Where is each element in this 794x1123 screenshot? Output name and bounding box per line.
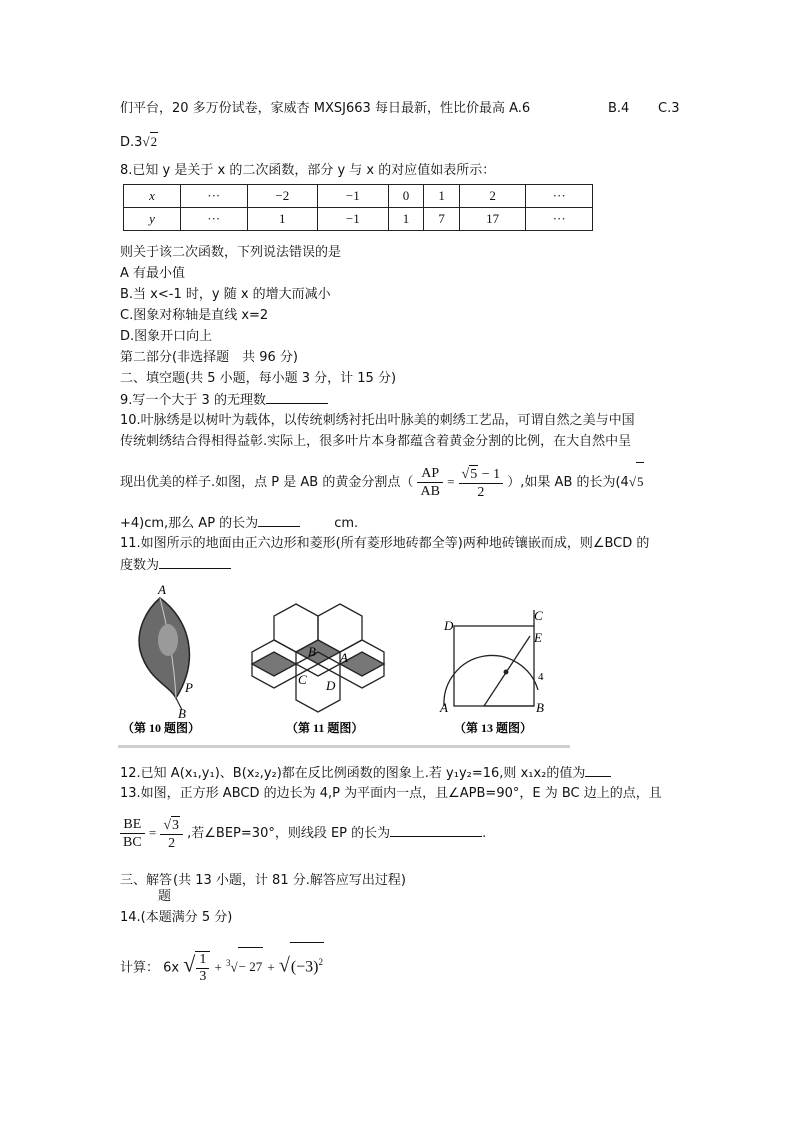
plus-sign: +	[214, 959, 222, 975]
option-d: D.3√2	[120, 134, 158, 150]
fraction-denominator: BC	[123, 835, 142, 850]
q13-value-fraction: $\frac{√3}{2}$	[160, 816, 183, 852]
q13-period: .	[482, 826, 487, 841]
q12-answer-blank	[585, 764, 611, 777]
table-cell: 0	[388, 185, 424, 208]
q13-ratio-fraction	[120, 816, 145, 851]
table-cell: −1	[318, 208, 389, 231]
option-b: B.4	[608, 101, 630, 116]
fig11-label-d: D	[326, 678, 336, 693]
q13-line1: 13.如图，正方形 ABCD 的边长为 4,P 为平面内一点，且∠APB=90°，E 为 BC 边上的点，且	[120, 786, 662, 801]
q14-title: 14.(本题满分 5 分)	[120, 910, 233, 925]
cbrt-body: − 27	[238, 947, 264, 986]
q12	[120, 764, 611, 783]
table-cell: 1	[424, 185, 460, 208]
fraction-denominator: 3	[199, 968, 207, 984]
fig10-label-a: A	[158, 582, 166, 597]
part-two-heading: 第二部分(非选择题 共 96 分)	[120, 350, 298, 365]
fig11-caption: （第 11 题图）	[286, 721, 364, 735]
value-table	[123, 184, 593, 231]
ad-line	[120, 100, 680, 118]
q14-calc-label: 计算：	[120, 960, 160, 976]
fig10-leaf	[122, 582, 200, 735]
fig13-label-c: C	[534, 608, 543, 623]
q9	[120, 391, 328, 410]
table-cell: ···	[181, 208, 248, 231]
radicand: 5	[470, 466, 478, 482]
q14-expression: 计算： 6x √ $\frac{1}{3}$ + $^3√- 27 + √(-3)^2$	[120, 942, 324, 987]
section-three-c: (共 13 小题，计 81 分.解答应写出过程)	[173, 873, 406, 888]
fig11-label-c: C	[298, 672, 307, 687]
q12-text: 12.已知 A(x₁,y₁)、B(x₂,y₂)都在反比例函数的图象上.若 y₁y₂=16,则 x₁x₂的值为	[120, 766, 586, 781]
scan-noise	[118, 745, 570, 748]
radicand: 3	[172, 817, 179, 833]
q8-option-c: C.图象对称轴是直线 x=2	[120, 308, 269, 323]
section-three-a: 三、解答	[120, 873, 173, 888]
table-cell: 1	[247, 208, 318, 231]
q10-answer-blank	[258, 514, 300, 527]
table-cell: −1	[318, 185, 389, 208]
fig13-label-e: E	[534, 630, 542, 645]
q10-radicand: 5	[636, 462, 645, 501]
q10-line4	[120, 514, 358, 533]
table-cell: ···	[526, 185, 593, 208]
fig13-label-d: D	[444, 618, 454, 633]
table-row	[124, 185, 593, 208]
q11-text: 度数为	[120, 558, 160, 573]
q14-coef: 6x	[163, 960, 180, 976]
section-three-heading	[120, 872, 418, 904]
fig11-label-a: A	[340, 650, 348, 665]
fraction-denominator: 2	[168, 835, 176, 851]
q11-answer-blank	[159, 556, 231, 569]
fig13-caption: （第 13 题图）	[454, 721, 533, 735]
plus-sign-2: +	[267, 959, 275, 975]
q9-answer-blank	[266, 391, 328, 404]
figures-strip	[118, 580, 578, 755]
option-d-label: D.3	[120, 135, 143, 150]
q10-line1: 10.叶脉绣是以树叶为载体，以传统刺绣衬托出叶脉美的刺绣工艺品，可谓自然之美与中国	[120, 413, 635, 428]
table-cell: 1	[388, 208, 424, 231]
q8-option-a: A 有最小值	[120, 266, 186, 281]
fig13-label-b: B	[536, 700, 544, 715]
q9-text: 9.写一个大于 3 的无理数	[120, 393, 266, 408]
fig13-label-side: 4	[538, 671, 544, 683]
equals-sign: =	[447, 474, 455, 489]
table-row	[124, 208, 593, 231]
table-cell: 17	[459, 208, 526, 231]
sqrt-body: (−3)	[290, 958, 319, 976]
fig10-label-p: P	[185, 680, 193, 695]
option-c: C.3	[658, 101, 680, 116]
table-header-y: y	[124, 208, 181, 231]
q10-ratio-fraction	[417, 465, 442, 500]
q8-stem: 8.已知 y 是关于 x 的二次函数，部分 y 与 x 的对应值如表所示：	[120, 163, 496, 178]
fraction-denominator: AB	[420, 484, 440, 499]
sqrt-exponent: 2	[318, 957, 323, 967]
equals-sign: =	[148, 825, 157, 840]
table-cell: 7	[424, 208, 460, 231]
q11-line1: 11.如图所示的地面由正六边形和菱形(所有菱形地砖都全等)两种地砖镶嵌而成，则∠BCD 的	[120, 536, 650, 551]
q11-line2	[120, 556, 231, 575]
table-header-x: x	[124, 185, 181, 208]
cbrt-index: 3	[225, 958, 231, 968]
option-d-radicand: 2	[150, 134, 158, 149]
q10-line3-text: 现出优美的样子.如图，点 P 是 AB 的黄金分割点（	[120, 475, 414, 490]
q10-unit: cm.	[334, 516, 359, 531]
fig13-label-a: A	[440, 700, 448, 715]
fig13-square	[444, 610, 538, 706]
fig10-label-b: B	[178, 706, 186, 721]
ad-text: 们平台，20 多万份试卷，家威杏 MXSJ663 每日最新，性比价最高 A.6	[120, 101, 531, 116]
q10-line2: 传统刺绣结合得相得益彰.实际上，很多叶片本身都蕴含着黄金分割的比例，在大自然中呈	[120, 434, 632, 449]
q13-line2	[120, 814, 486, 853]
fraction-numerator: 1	[196, 952, 209, 969]
q13-answer-blank	[390, 824, 482, 837]
table-cell: ···	[181, 185, 248, 208]
q10-line3: 现出优美的样子.如图，点 P 是 AB 的黄金分割点（ $\frac{AP}{AB}$ = $\frac{√5 - 1}{2}$ ）,如果 AB 的长为(4√5	[120, 462, 644, 502]
fig11-label-b: B	[308, 644, 316, 659]
fraction-numerator: AP	[417, 465, 442, 483]
q10-line4-text: +4)cm,那么 AP 的长为	[120, 516, 259, 531]
q10-golden-fraction: $\frac{√5 - 1}{2}$	[459, 465, 504, 501]
table-cell: ···	[526, 208, 593, 231]
fig11-tiling	[252, 604, 384, 712]
fig10-caption: （第 10 题图）	[122, 721, 201, 735]
table-cell: 2	[459, 185, 526, 208]
section-two-heading: 二、填空题(共 5 小题，每小题 3 分，计 15 分)	[120, 371, 397, 386]
table-cell: −2	[247, 185, 318, 208]
section-three-b: 题	[158, 889, 172, 904]
q8-option-d: D.图象开口向上	[120, 329, 213, 344]
q14-sqrt-fraction	[195, 951, 210, 985]
q13-line2-text: ,若∠BEP=30°，则线段 EP 的长为	[187, 826, 391, 841]
q8-question: 则关于该二次函数，下列说法错误的是	[120, 245, 342, 260]
fraction-numerator-rest: − 1	[478, 466, 501, 482]
q10-line3-tail: ）,如果 AB 的长为(4	[507, 475, 629, 490]
q8-option-b: B.当 x<-1 时，y 随 x 的增大而减小	[120, 287, 331, 302]
fraction-numerator: BE	[120, 816, 145, 834]
fraction-denominator: 2	[477, 484, 485, 500]
